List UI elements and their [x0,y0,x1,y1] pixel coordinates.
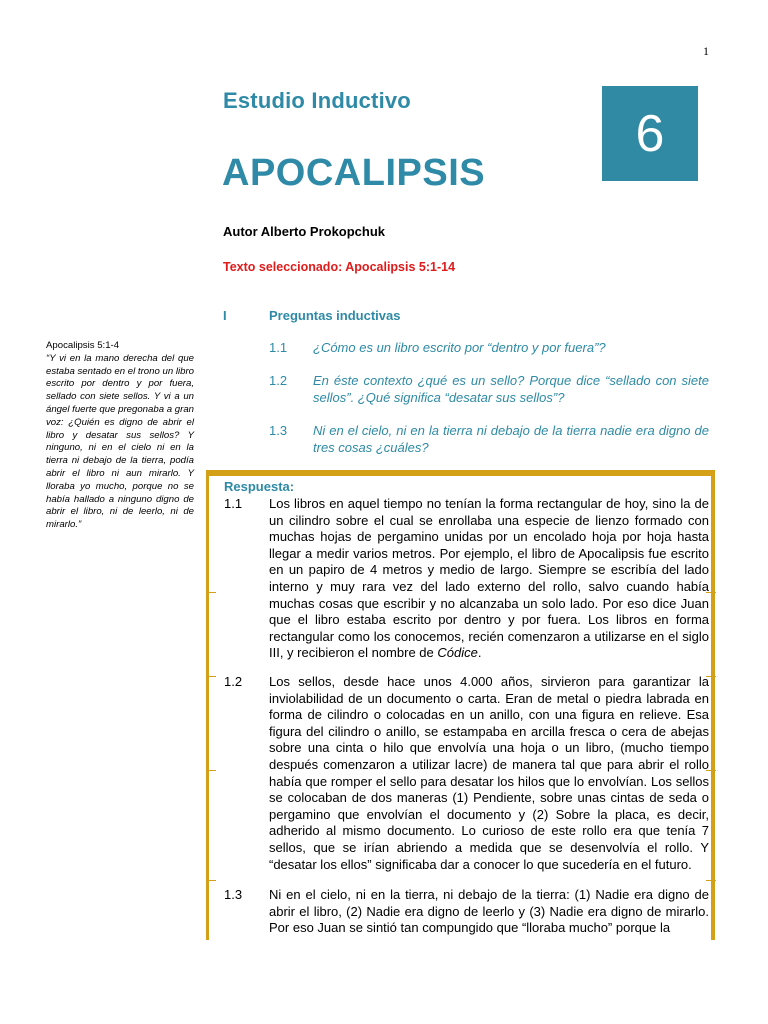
question-number: 1.3 [269,423,288,438]
answer-term: Códice [437,645,478,661]
selected-text-label: Texto seleccionado: [223,260,343,274]
question-text: En éste contexto ¿qué es un sello? Porque dice “sellado con siete sellos”. ¿Qué significa “desatar sus sellos”? [313,373,709,405]
study-number: 6 [635,104,665,163]
sidebar-reference: Apocalipsis 5:1-4 [46,340,120,351]
study-number-badge [602,86,698,181]
section-title: Preguntas inductivas [269,308,401,323]
document-title: APOCALIPSIS [222,152,486,194]
answer-text: Ni en el cielo, ni en la tierra, ni debajo de la tierra: (1) Nadie era digno de abrir el libro, (2) Nadie era digno de leerlo y (3) Nadie era digno de mirarlo. Por eso Juan se sintió tan compungido que “lloraba mucho” porque la [269,887,709,936]
question-text: ¿Cómo es un libro escrito por “dentro y por fuera”? [313,340,606,355]
answer-body: Los libros en aquel tiempo no tenían la forma rectangular de hoy, sino la de un cilindro sobre el cual se enrollaba una especie de lienzo formado con muchas hojas de pergamino unidas por un encolado hoja por hoja hasta llegar a medir varios metros. Por ejemplo, el libro de Apocalipsis fue escrito en un papiro de 4 metros y medio de largo. Siempre se escribía del lado interno y muy rara vez del lado externo del rollo, salvo cuando había muchas cosas que escribir y no alcanzaba un solo lado. Por eso dice Juan que el libro estaba escrito por dentro y por fuera. Los libros en forma rectangular como los conocemos, recién comenzaron a utilizarse en el siglo III, y recibieron el nombre de [269,496,709,661]
answer-text [269,496,709,662]
document-subtitle: Estudio Inductivo [223,88,411,113]
response-label: Respuesta: [224,479,295,494]
author-line: Autor Alberto Prokopchuk [223,224,386,239]
selected-text-line [223,260,455,274]
question-number: 1.2 [269,373,288,388]
box-divider [206,592,216,593]
box-divider [206,676,216,677]
answer-end: . [477,645,482,661]
box-divider [206,880,216,881]
answer-number: 1.2 [224,674,243,689]
question-text: Ni en el cielo, ni en la tierra ni debajo de la tierra nadie era digno de tres cosas ¿cuáles? [313,423,709,455]
sidebar-text: “Y vi en la mano derecha del que estaba sentado en el trono un libro escrito por dentro y por fuera, sellado con siete sellos. Y vi a un ángel fuerte que pregonaba a gran voz: ¿Quién es digno de abrir el libro y desatar sus sellos? Y ninguno, ni en el cielo ni en la tierra ni debajo de la tierra, podía abrir el libro ni aun mirarlo. Y lloraba yo mucho, porque no se había hallado a ninguno digno de abrir el libro, ni de leerlo, ni de mirarlo.” [46,352,194,531]
selected-text-reference: Apocalipsis 5:1-14 [345,260,456,274]
box-divider [706,880,716,881]
answer-number: 1.3 [224,887,243,902]
question-number: 1.1 [269,340,288,355]
box-divider [206,770,216,771]
page-number: 1 [703,44,709,58]
sidebar-quote [46,340,194,532]
answer-text: Los sellos, desde hace unos 4.000 años, sirvieron para garantizar la inviolabilidad de un documento o carta. Eran de metal o piedra labrada en forma de cilindro o colocadas en un anillo, con una figura en relieve. Esa figura del cilindro o anillo, se estampaba en arcilla fresca o cera de abejas sobre una cinta o hilo que envolvía una hoja o un libro, (mucho tiempo después comenzaron a utilizar lacre) de manera tal que para abrir el rollo había que romper el sello para desatar los hilos que lo envolvían. Los sellos se colocaban de dos maneras (1) Pendiente, sobre unas cintas de seda o pergamino que envolvían el documento y (2) Sobre la placa, es decir, adherido al mismo documento. Lo curioso de este rollo era que tenía 7 sellos, que se irían abriendo a medida que se desenvolvía el rollo. Y “desatar los ellos” significaba dar a conocer lo que sucedería en el futuro. [269,674,709,872]
section-number: I [223,308,227,323]
answer-number: 1.1 [224,496,243,511]
